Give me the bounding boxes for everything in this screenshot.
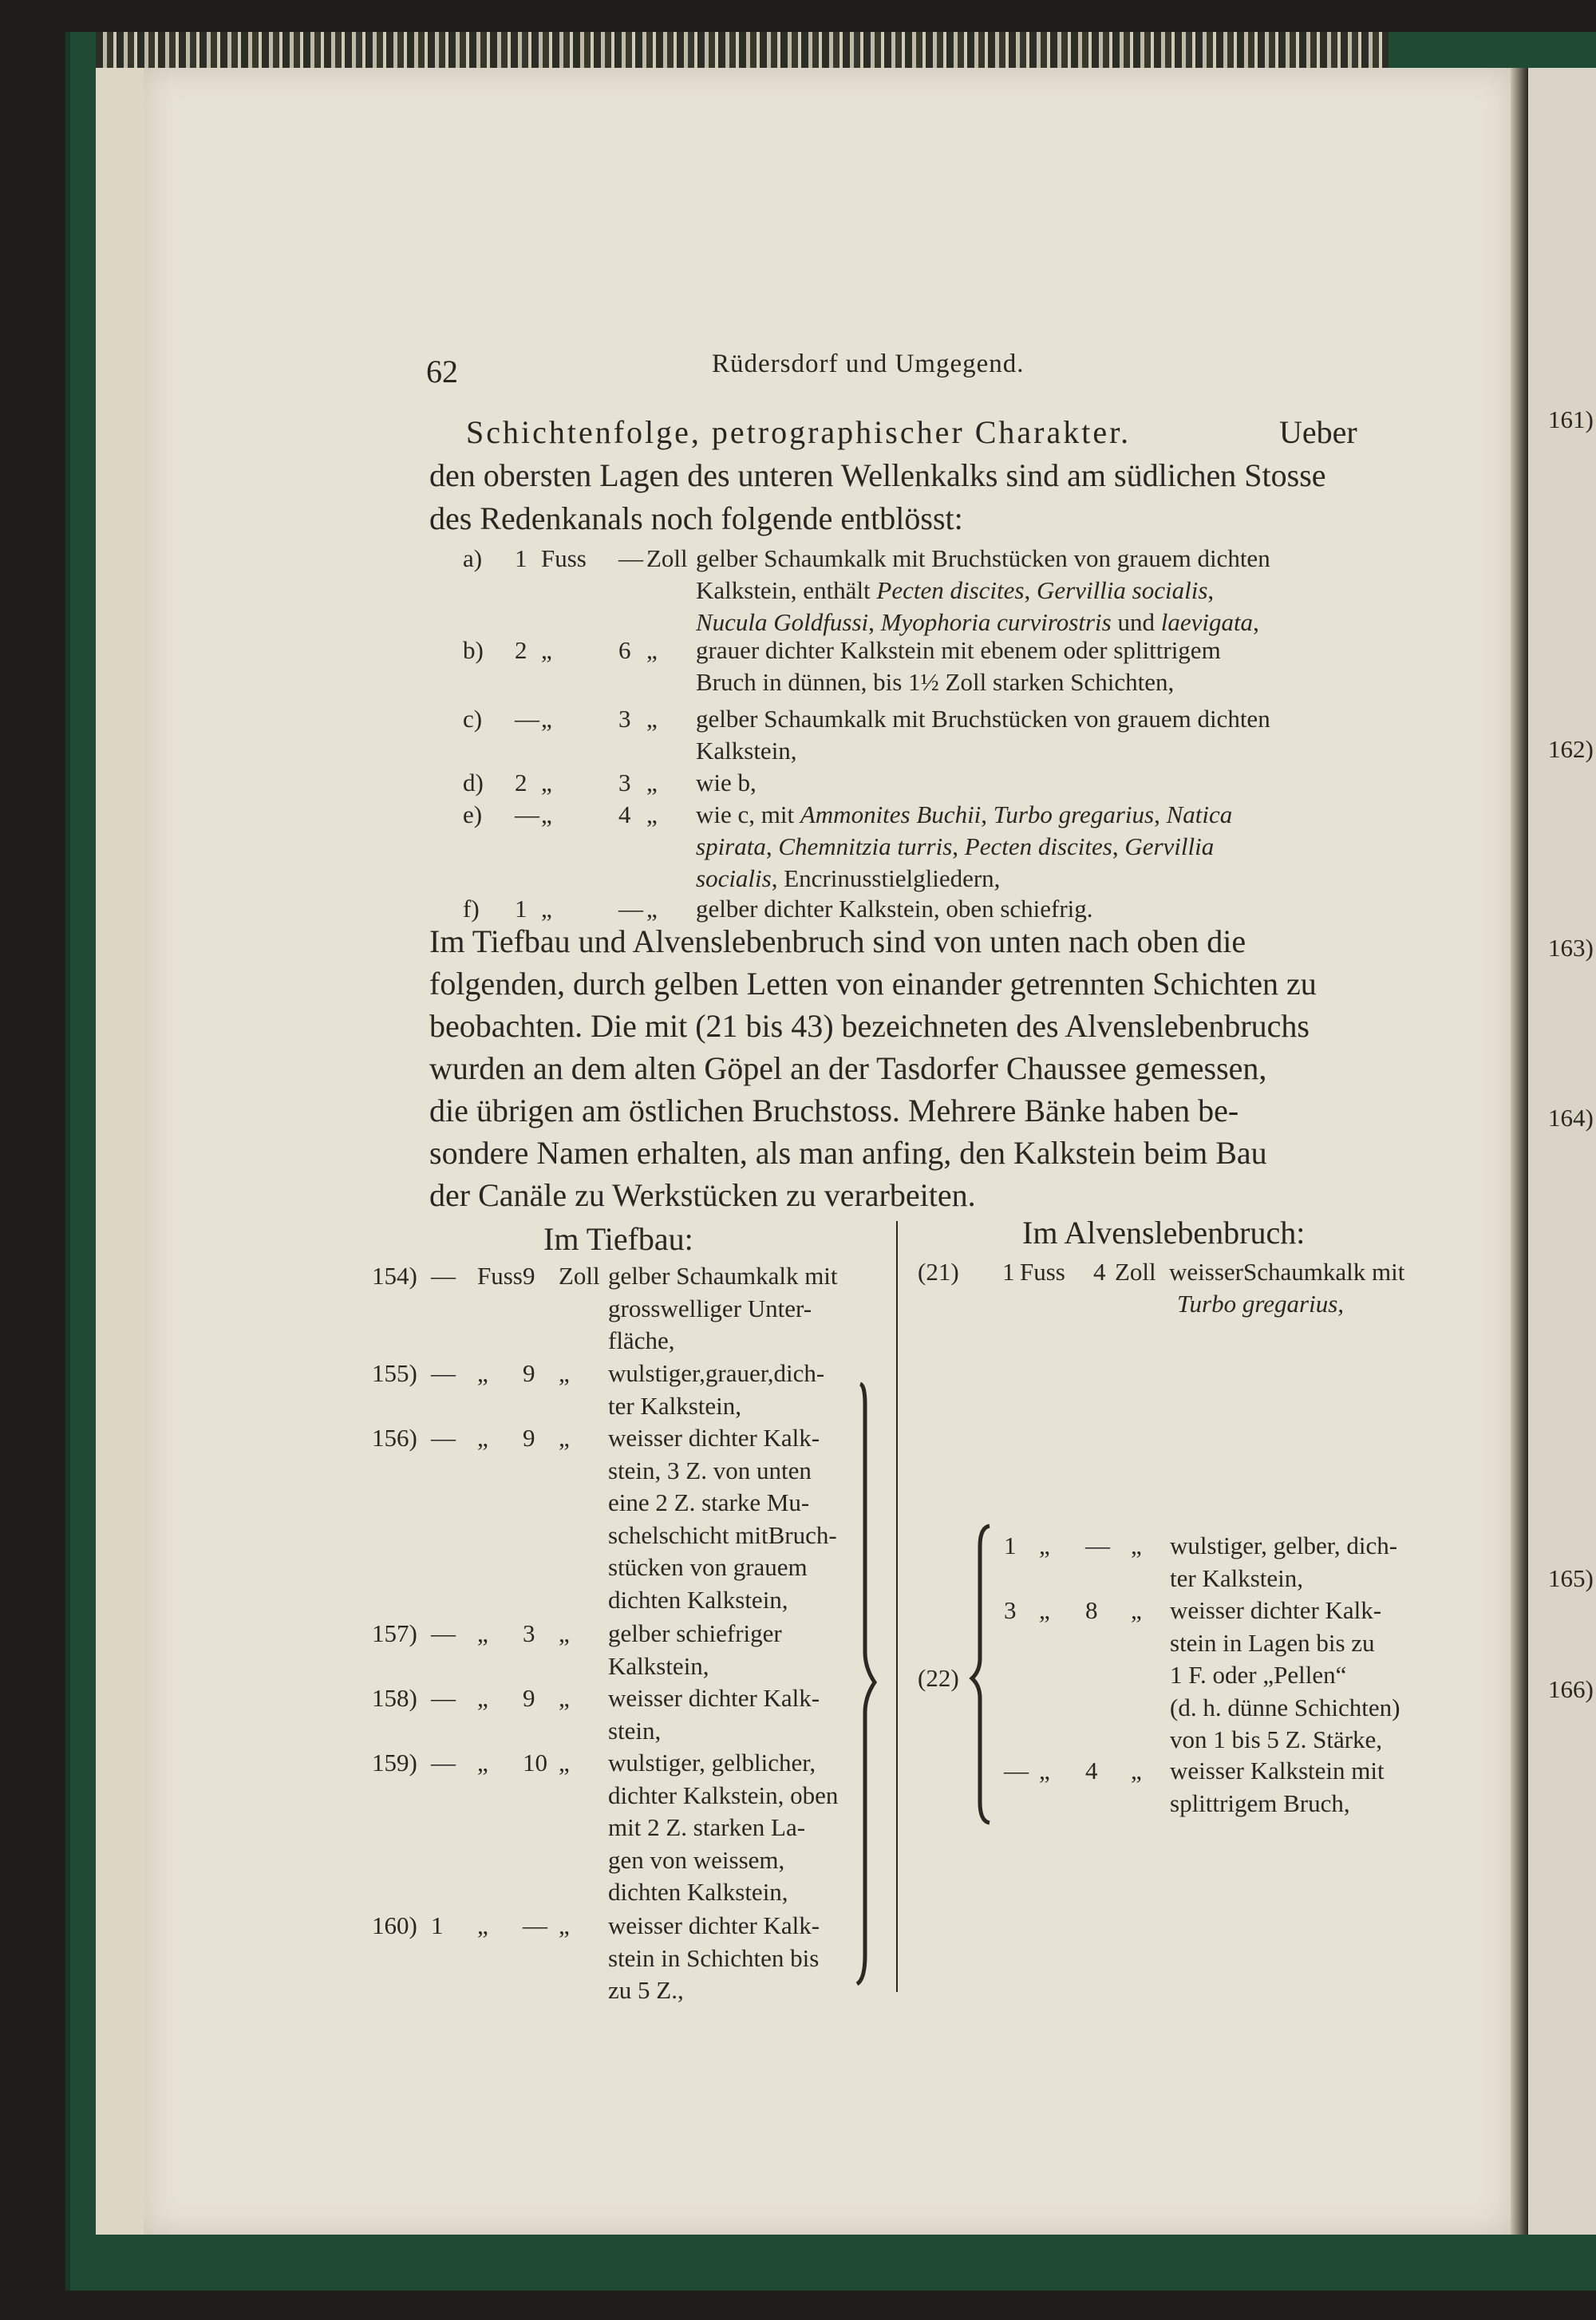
tiefbau-unit-inches: „ — [559, 1359, 570, 1387]
layer-feet: — — [515, 705, 539, 733]
layer-inches: 3 — [618, 769, 631, 796]
page-number: 62 — [426, 354, 458, 389]
tiefbau-description-line: dichter Kalkstein, oben — [608, 1781, 839, 1809]
margin-number: 166) — [1548, 1675, 1594, 1703]
tiefbau-row-number: 155) — [372, 1359, 417, 1387]
layer-unit-inches: „ — [646, 636, 658, 664]
tiefbau-description-line: weisser dichter Kalk- — [608, 1424, 820, 1452]
tiefbau-unit-feet: „ — [477, 1359, 488, 1387]
margin-number: 163) — [1548, 934, 1594, 962]
layer-feet: 2 — [515, 769, 527, 796]
tiefbau-description-line: Kalkstein, — [608, 1651, 709, 1680]
layer-description-line: Nucula Goldfussi, Myophoria curvirostris und laevigata, — [696, 608, 1259, 636]
tiefbau-row-number: 157) — [372, 1619, 417, 1647]
layer-description-line: Bruch in dünnen, bis 1½ Zoll starken Schichten, — [696, 668, 1175, 696]
alv-description-line: weisser dichter Kalk- — [1170, 1596, 1382, 1624]
tiefbau-inches: 9 — [523, 1424, 535, 1452]
alv-description-line: stein in Lagen bis zu — [1170, 1628, 1375, 1657]
tiefbau-feet: — — [431, 1262, 456, 1290]
margin-number: 161) — [1548, 405, 1594, 433]
alvensleben-brace — [967, 1523, 994, 1826]
tiefbau-inches: 10 — [523, 1749, 547, 1777]
margin-number: 165) — [1548, 1564, 1594, 1592]
alv-description-line: 1 F. oder „Pellen“ — [1170, 1661, 1347, 1689]
layer-description-line: Kalkstein, enthält Pecten discites, Gervillia socialis, — [696, 576, 1215, 604]
layer-feet: 2 — [515, 636, 527, 664]
paragraph-line: der Canäle zu Werkstücken zu verarbeiten. — [429, 1177, 976, 1213]
layer-description-line: wie c, mit Ammonites Buchii, Turbo gregarius, Natica — [696, 800, 1233, 828]
alv-unit-inches: „ — [1131, 1757, 1142, 1784]
alv-unit-feet: „ — [1039, 1532, 1050, 1559]
paragraph-line: die übrigen am östlichen Bruchstoss. Mehrere Bänke haben be- — [429, 1093, 1239, 1128]
tiefbau-description-line: gen von weissem, — [608, 1845, 785, 1874]
tiefbau-unit-inches: „ — [559, 1911, 570, 1939]
layer-description-line: Kalkstein, — [696, 737, 797, 765]
tiefbau-inches: 9 — [523, 1359, 535, 1387]
tiefbau-description-line: gelber Schaumkalk mit — [608, 1262, 838, 1290]
layer-key: d) — [463, 769, 484, 796]
tiefbau-description-line: dichten Kalkstein, — [608, 1878, 788, 1906]
layer-inches: — — [618, 544, 643, 572]
layer-key: e) — [463, 800, 483, 828]
alv-feet: — — [1004, 1757, 1029, 1784]
alv-description-line: wulstiger, gelber, dich- — [1170, 1532, 1398, 1559]
tiefbau-unit-feet: „ — [477, 1749, 488, 1777]
alv-unit-feet: Fuss — [1020, 1258, 1065, 1286]
layer-description-line: gelber Schaumkalk mit Bruchstücken von grauem dichten — [696, 705, 1270, 733]
tiefbau-unit-inches: „ — [559, 1684, 570, 1712]
tiefbau-description-line: stücken von grauem — [608, 1553, 808, 1581]
facing-page — [1528, 68, 1596, 2235]
tiefbau-inches: — — [523, 1911, 547, 1939]
tiefbau-description-line: mit 2 Z. starken La- — [608, 1813, 806, 1841]
tiefbau-inches: 9 — [523, 1684, 535, 1712]
gutter-shadow — [1511, 68, 1528, 2235]
layer-unit-inches: „ — [646, 800, 658, 828]
layer-description-line: gelber Schaumkalk mit Bruchstücken von grauem dichten — [696, 544, 1270, 572]
layer-unit-inches: „ — [646, 769, 658, 796]
layer-inches: 3 — [618, 705, 631, 733]
layer-feet: — — [515, 800, 539, 828]
tiefbau-description-line: stein, 3 Z. von unten — [608, 1456, 812, 1484]
layer-inches: 6 — [618, 636, 631, 664]
alv-description-line: weisserSchaumkalk mit — [1169, 1258, 1405, 1286]
tiefbau-feet: — — [431, 1619, 456, 1647]
tiefbau-description-line: fläche, — [608, 1326, 675, 1354]
alv-unit-feet: „ — [1039, 1757, 1050, 1784]
layer-unit-feet: Fuss — [541, 544, 587, 572]
layer-key: c) — [463, 705, 483, 733]
tiefbau-description-line: grosswelliger Unter- — [608, 1294, 812, 1322]
running-title: Rüdersdorf und Umgegend. — [712, 350, 1025, 378]
tiefbau-description-line: zu 5 Z., — [608, 1976, 684, 2004]
column-divider — [896, 1221, 898, 1992]
tiefbau-unit-inches: Zoll — [559, 1262, 600, 1290]
alv-description-line: splittrigem Bruch, — [1170, 1788, 1350, 1817]
tiefbau-feet: — — [431, 1424, 456, 1452]
layer-description-line: wie b, — [696, 769, 757, 796]
tiefbau-description-line: gelber schiefriger — [608, 1619, 782, 1647]
paragraph-line: folgenden, durch gelben Letten von einander getrennten Schichten zu — [429, 966, 1317, 1002]
tiefbau-description-line: weisser dichter Kalk- — [608, 1911, 820, 1939]
tiefbau-inches: 3 — [523, 1619, 535, 1647]
layer-inches: 4 — [618, 800, 631, 828]
layer-unit-feet: „ — [541, 705, 552, 733]
page-stack-edge — [96, 68, 145, 2235]
tiefbau-description-line: wulstiger, gelblicher, — [608, 1749, 816, 1777]
tiefbau-description-line: schelschicht mitBruch- — [608, 1520, 837, 1549]
layer-description-line: socialis, Encrinusstielgliedern, — [696, 864, 1001, 892]
tiefbau-unit-feet: Fuss — [477, 1262, 523, 1290]
margin-number: 162) — [1548, 735, 1594, 763]
alv-unit-inches: Zoll — [1115, 1258, 1156, 1286]
tiefbau-description-line: eine 2 Z. starke Mu- — [608, 1488, 810, 1516]
layer-feet: 1 — [515, 544, 527, 572]
alv-description-line: ter Kalkstein, — [1170, 1563, 1304, 1592]
alv-description-line: Turbo gregarius, — [1177, 1290, 1345, 1318]
tiefbau-feet: — — [431, 1684, 456, 1712]
paragraph-line: Im Tiefbau und Alvenslebenbruch sind von unten nach oben die — [429, 923, 1246, 959]
paragraph-line: sondere Namen erhalten, als man anfing, den Kalkstein beim Bau — [429, 1135, 1267, 1171]
layer-key: b) — [463, 636, 484, 664]
alv-feet: 1 — [1002, 1258, 1015, 1286]
alv-inches: — — [1085, 1532, 1110, 1559]
intro-line2: den obersten Lagen des unteren Wellenkalks sind am südlichen Stosse — [429, 457, 1326, 493]
alv-unit-feet: „ — [1039, 1596, 1050, 1624]
layer-unit-feet: „ — [541, 636, 552, 664]
alv-inches: 8 — [1085, 1596, 1098, 1624]
alv-feet: 1 — [1004, 1532, 1017, 1559]
tiefbau-feet: — — [431, 1749, 456, 1777]
tiefbau-unit-feet: „ — [477, 1684, 488, 1712]
section-heading: Schichtenfolge, petrographischer Charakter. — [466, 414, 1132, 450]
layer-inches: — — [618, 895, 643, 923]
tiefbau-unit-feet: „ — [477, 1911, 488, 1939]
tiefbau-unit-inches: „ — [559, 1424, 570, 1452]
intro-line3: des Redenkanals noch folgende entblösst: — [429, 500, 963, 536]
tiefbau-unit-feet: „ — [477, 1619, 488, 1647]
tiefbau-inches: 9 — [523, 1262, 535, 1290]
tiefbau-row-number: 158) — [372, 1684, 417, 1712]
tiefbau-feet: 1 — [431, 1911, 444, 1939]
layer-unit-feet: „ — [541, 895, 552, 923]
tiefbau-unit-inches: „ — [559, 1619, 570, 1647]
alv-unit-inches: „ — [1131, 1532, 1142, 1559]
tiefbau-row-number: 160) — [372, 1911, 417, 1939]
margin-number: 164) — [1548, 1104, 1594, 1132]
alv-description-line: von 1 bis 5 Z. Stärke, — [1170, 1725, 1383, 1753]
tiefbau-description-line: wulstiger,grauer,dich- — [608, 1359, 825, 1387]
layer-unit-feet: „ — [541, 769, 552, 796]
layer-feet: 1 — [515, 895, 527, 923]
alvensleben-heading: Im Alvenslebenbruch: — [1022, 1215, 1306, 1251]
alv-row-number: (21) — [918, 1258, 959, 1286]
intro-line1-rest: Ueber — [1279, 414, 1357, 450]
tiefbau-brace — [846, 1381, 878, 1987]
tiefbau-description-line: weisser dichter Kalk- — [608, 1684, 820, 1712]
marbled-edge — [96, 32, 1389, 72]
tiefbau-row-number: 156) — [372, 1424, 417, 1452]
tiefbau-description-line: dichten Kalkstein, — [608, 1585, 788, 1614]
layer-description-line: gelber dichter Kalkstein, oben schiefrig. — [696, 895, 1093, 923]
alv-feet: 3 — [1004, 1596, 1017, 1624]
tiefbau-heading: Im Tiefbau: — [543, 1221, 693, 1257]
tiefbau-unit-feet: „ — [477, 1424, 488, 1452]
tiefbau-description-line: ter Kalkstein, — [608, 1391, 742, 1420]
layer-unit-inches: „ — [646, 895, 658, 923]
layer-unit-inches: Zoll — [646, 544, 688, 572]
paragraph-line: wurden an dem alten Göpel an der Tasdorfer Chaussee gemessen, — [429, 1050, 1267, 1086]
layer-description-line: spirata, Chemnitzia turris, Pecten discites, Gervillia — [696, 832, 1215, 860]
layer-key: a) — [463, 544, 483, 572]
tiefbau-description-line: stein in Schichten bis — [608, 1943, 820, 1972]
tiefbau-description-line: stein, — [608, 1716, 662, 1745]
layer-description-line: grauer dichter Kalkstein mit ebenem oder splittrigem — [696, 636, 1221, 664]
layer-unit-feet: „ — [541, 800, 552, 828]
alv-description-line: weisser Kalkstein mit — [1170, 1757, 1385, 1784]
tiefbau-feet: — — [431, 1359, 456, 1387]
tiefbau-row-number: 159) — [372, 1749, 417, 1777]
paragraph-line: beobachten. Die mit (21 bis 43) bezeichneten des Alvenslebenbruchs — [429, 1008, 1310, 1044]
alv-inches: 4 — [1093, 1258, 1106, 1286]
alv-inches: 4 — [1085, 1757, 1098, 1784]
alv-unit-inches: „ — [1131, 1596, 1142, 1624]
tiefbau-unit-inches: „ — [559, 1749, 570, 1777]
layer-unit-inches: „ — [646, 705, 658, 733]
alv-description-line: (d. h. dünne Schichten) — [1170, 1693, 1400, 1721]
layer-key: f) — [463, 895, 480, 923]
tiefbau-row-number: 154) — [372, 1262, 417, 1290]
alv-row-number: (22) — [918, 1664, 959, 1692]
